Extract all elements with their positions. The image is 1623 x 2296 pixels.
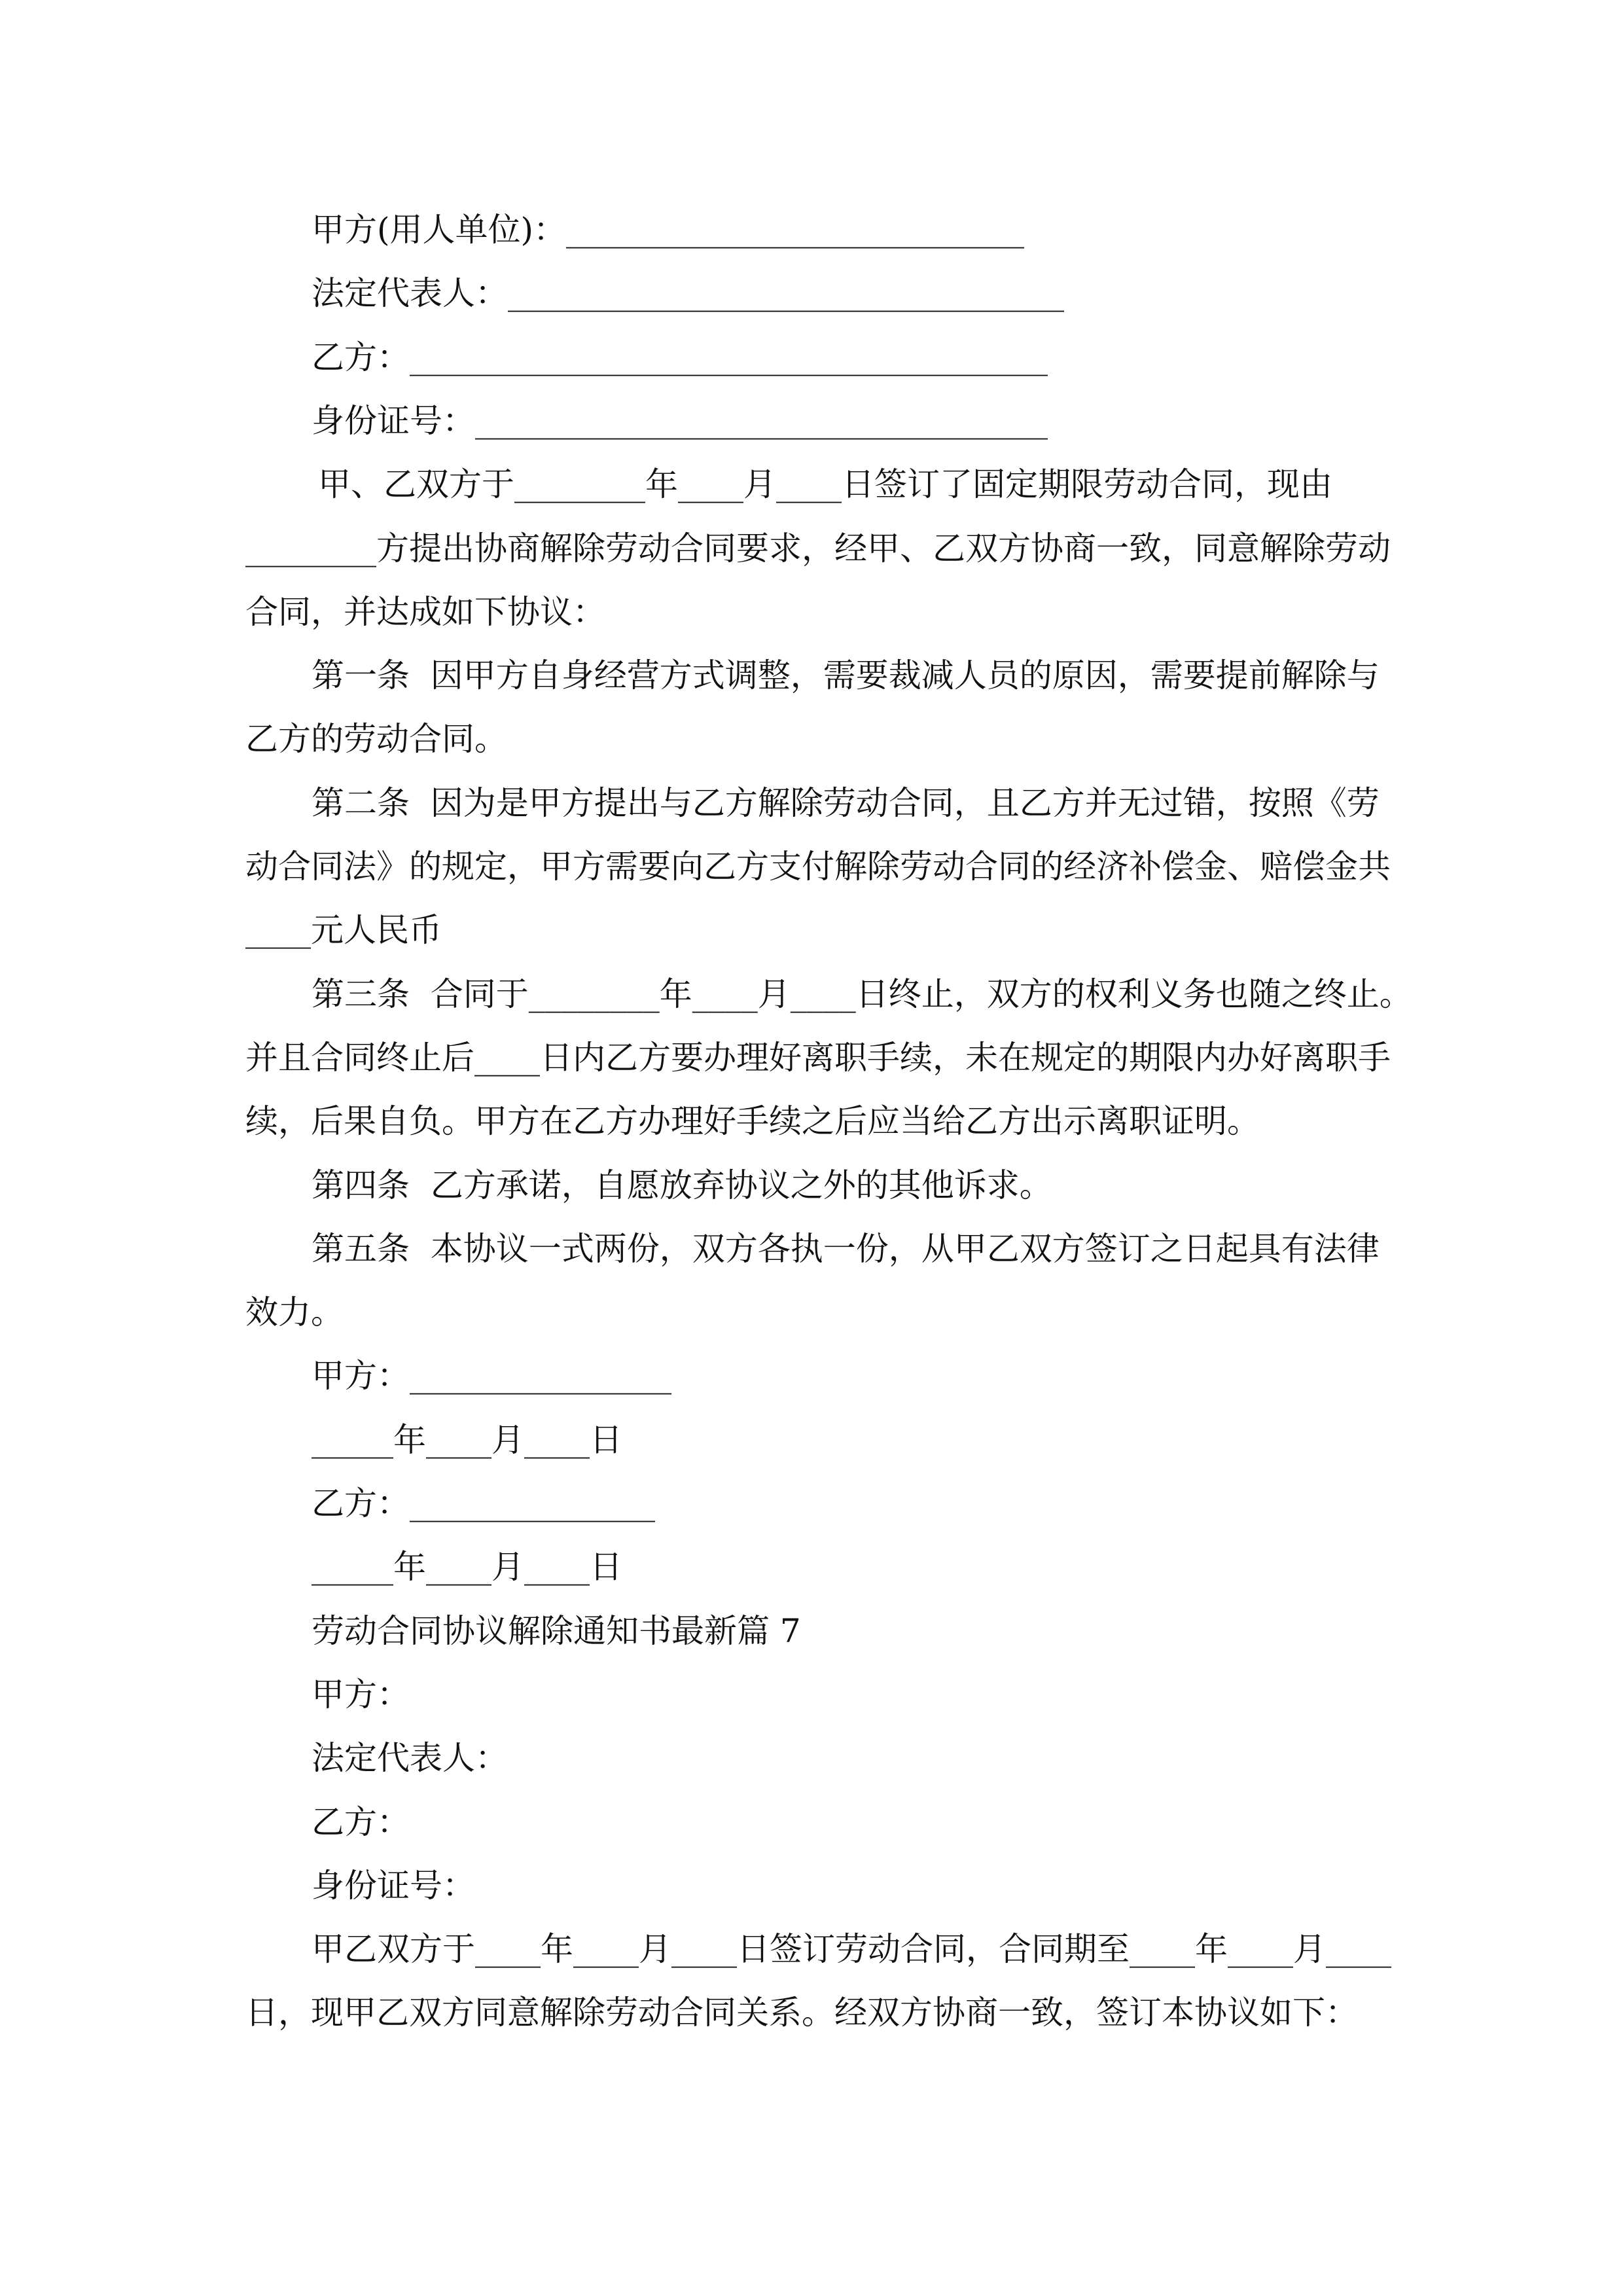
party-a-label: 甲方： [312, 1675, 410, 1713]
signature-date-b: _____年____月____日 [312, 1548, 622, 1587]
preamble-line: 甲、乙双方于________年____月____日签订了固定期限劳动合同，现由 [318, 465, 1332, 504]
article-2-cont: ____元人民币 [245, 911, 442, 950]
party-b-field: 乙方：_______________________________________ [312, 338, 1048, 376]
id-number-field: 身份证号：___________________________________ [312, 401, 1048, 440]
preamble-line: 合同，并达成如下协议： [245, 592, 605, 631]
signature-date-a: _____年____月____日 [312, 1420, 622, 1459]
article-3: 第三条 合同于________年____月____日终止，双方的权利义务也随之终止。 [312, 975, 1412, 1013]
signature-party-a: 甲方：________________ [312, 1357, 671, 1395]
article-4: 第四条 乙方承诺，自愿放弃协议之外的其他诉求。 [312, 1166, 1052, 1204]
agreement-intro: 甲乙双方于____年____月____日签订劳动合同，合同期至____年____月____ [312, 1930, 1391, 1969]
article-3-cont: 并且合同终止后____日内乙方要办理好离职手续，未在规定的期限内办好离职手 [245, 1038, 1391, 1077]
article-1-cont: 乙方的劳动合同。 [245, 720, 507, 759]
article-5-cont: 效力。 [245, 1293, 344, 1332]
legal-representative-field: 法定代表人：__________________________________ [312, 274, 1064, 313]
signature-party-b: 乙方：_______________ [312, 1484, 655, 1522]
id-number-label: 身份证号： [312, 1866, 475, 1905]
article-2-cont: 动合同法》的规定，甲方需要向乙方支付解除劳动合同的经济补偿金、赔偿金共 [245, 848, 1391, 886]
legal-representative-label: 法定代表人： [312, 1739, 508, 1778]
article-2: 第二条 因为是甲方提出与乙方解除劳动合同，且乙方并无过错，按照《劳 [312, 783, 1380, 822]
article-5: 第五条 本协议一式两份，双方各执一份，从甲乙双方签订之日起具有法律 [312, 1229, 1380, 1268]
party-b-label: 乙方： [312, 1803, 410, 1841]
party-a-employer-field: 甲方(用人单位)：____________________________ [312, 211, 1025, 249]
preamble-line: ________方提出协商解除劳动合同要求，经甲、乙双方协商一致，同意解除劳动 [245, 529, 1391, 567]
agreement-intro-cont: 日，现甲乙双方同意解除劳动合同关系。经双方协商一致，签订本协议如下： [245, 1994, 1358, 2032]
section-title: 劳动合同协议解除通知书最新篇 7 [312, 1611, 801, 1650]
article-3-cont: 续，后果自负。甲方在乙方办理好手续之后应当给乙方出示离职证明。 [245, 1102, 1260, 1141]
article-1: 第一条 因甲方自身经营方式调整，需要裁减人员的原因，需要提前解除与 [312, 656, 1380, 695]
